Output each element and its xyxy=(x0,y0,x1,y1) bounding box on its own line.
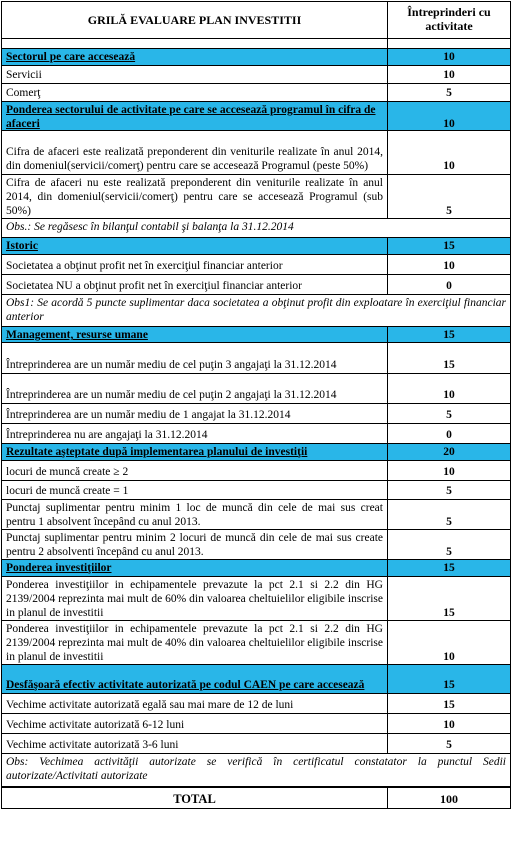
section-title: Rezultate aşteptate după implementarea planului de investiţii xyxy=(6,446,308,458)
criterion-score: 5 xyxy=(446,546,452,559)
table-row xyxy=(2,130,510,174)
table-row xyxy=(2,373,510,403)
section-header-results xyxy=(2,443,510,460)
section-header-management xyxy=(2,326,510,342)
table-row xyxy=(2,713,510,733)
column-title: Întreprinderi cu activitate xyxy=(407,5,491,33)
criterion-label: Vechime activitate autorizată 3-6 luni xyxy=(2,734,388,753)
criterion-score: 10 xyxy=(443,388,455,401)
criterion-score: 15 xyxy=(443,358,455,371)
grid-title: GRILĂ EVALUARE PLAN INVESTITII xyxy=(2,2,388,38)
criterion-label: Societatea a obţinut profit net în exerciţiul financiar anterior xyxy=(2,255,388,274)
criterion-label: Societatea NU a obţinut profit net în exerciţiul financiar anterior xyxy=(2,275,388,294)
criterion-score: 10 xyxy=(443,259,455,272)
section-score: 15 xyxy=(443,678,455,691)
section-header-caen xyxy=(2,664,510,693)
observation-note: Obs1: Se acordă 5 puncte suplimentar daca societatea a obţinut profit din exploatare în exerciţiul financiar anterior xyxy=(2,294,510,326)
table-row xyxy=(2,254,510,274)
criterion-label: Vechime activitate autorizată egală sau mai mare de 12 de luni xyxy=(2,694,388,713)
criterion-score: 15 xyxy=(443,698,455,711)
section-header-history xyxy=(2,237,510,254)
table-row xyxy=(2,620,510,664)
criterion-label: locuri de muncă create = 1 xyxy=(2,481,388,499)
criterion-label: Vechime activitate autorizată 6-12 luni xyxy=(2,714,388,733)
criterion-score: 5 xyxy=(446,516,452,529)
criterion-score: 10 xyxy=(443,651,455,664)
criterion-score: 5 xyxy=(446,205,452,218)
criterion-label: Întreprinderea are un număr mediu de cel puţin 2 angajaţi la 31.12.2014 xyxy=(2,374,388,403)
observation-note xyxy=(2,753,510,786)
table-row xyxy=(2,529,510,559)
section-score: 10 xyxy=(443,118,455,131)
table-header-row xyxy=(2,2,510,38)
observation-note-text: Obs: Vechimea activităţii autorizate se verifică în certificatul constatator la punctul Sedii autorizate/Activitati autorizate xyxy=(6,756,506,783)
criterion-label: Punctaj suplimentar pentru minim 1 loc de muncă din cele de mai sus creat pentru 1 absolvent începând cu anul 2013. xyxy=(2,500,388,530)
table-row xyxy=(2,460,510,480)
criterion-score: 10 xyxy=(443,718,455,731)
section-score: 15 xyxy=(443,240,455,252)
table-row xyxy=(2,733,510,753)
criterion-score: 0 xyxy=(446,428,452,441)
section-title: Istoric xyxy=(6,240,38,252)
criterion-label: Întreprinderea are un număr mediu de cel puţin 3 angajaţi la 31.12.2014 xyxy=(2,343,388,373)
table-row xyxy=(2,274,510,294)
criterion-label: Servicii xyxy=(2,66,388,83)
table-row xyxy=(2,576,510,620)
criterion-label: Ponderea investiţiilor in echipamentele prevazute la pct 2.1 si 2.2 din HG 2139/2004 reprezinta mai mult de 40% din valoarea cheltuielilor eligibile inscrise in planul de investitii xyxy=(2,621,388,665)
section-title: Sectorul pe care accesează xyxy=(6,51,136,63)
table-row xyxy=(2,480,510,499)
criterion-score: 10 xyxy=(443,465,455,478)
table-row xyxy=(2,174,510,218)
section-score: 15 xyxy=(443,329,455,341)
criterion-score: 10 xyxy=(443,68,455,81)
criterion-label: Întreprinderea nu are angajaţi la 31.12.2014 xyxy=(2,424,388,443)
table-row xyxy=(2,65,510,83)
section-score: 15 xyxy=(443,562,455,574)
criterion-label: Ponderea investiţiilor in echipamentele prevazute la pct 2.1 si 2.2 din HG 2139/2004 reprezinta mai mult de 60% din valoarea cheltuielilor eligibile inscrise in planul de investitii xyxy=(2,577,388,621)
criterion-label: Cifra de afaceri este realizată preponderent din veniturile realizate în anul 2014, din domeniul(servicii/comerţ) pentru care se accesează Programul (peste 50%) xyxy=(2,131,388,174)
criterion-label: Cifra de afaceri nu este realizată preponderent din veniturile realizate în anul 2014, din domeniul(servicii/comerţ) pentru care se accesează Programul (sub 50%) xyxy=(2,175,388,219)
criterion-score: 15 xyxy=(443,607,455,620)
table-row xyxy=(2,342,510,373)
total-score: 100 xyxy=(440,792,458,807)
table-row xyxy=(2,403,510,423)
criterion-label: Comerţ xyxy=(2,84,388,101)
criterion-score: 10 xyxy=(443,159,455,172)
criterion-score: 5 xyxy=(446,408,452,421)
criterion-score: 5 xyxy=(446,86,452,99)
section-title: Management, resurse umane xyxy=(6,329,148,341)
total-label: TOTAL xyxy=(2,788,388,808)
criterion-label: Punctaj suplimentar pentru minim 2 locuri de muncă din cele de mai sus create pentru 2 absolventi începând cu anul 2013. xyxy=(2,530,388,560)
section-header-sector-weight xyxy=(2,101,510,130)
table-row xyxy=(2,423,510,443)
section-title: Ponderea sectorului de activitate pe care se accesează programul în cifra de afaceri xyxy=(6,104,376,131)
criterion-score: 0 xyxy=(446,279,452,292)
spacer-row xyxy=(2,38,510,48)
table-row xyxy=(2,499,510,529)
table-row xyxy=(2,693,510,713)
observation-note: Obs.: Se regăsesc în bilanţul contabil şi balanţa la 31.12.2014 xyxy=(2,218,510,237)
section-header-sector xyxy=(2,48,510,65)
section-title: Ponderea investiţiilor xyxy=(6,562,112,574)
criterion-label: Întreprinderea are un număr mediu de 1 angajat la 31.12.2014 xyxy=(2,404,388,423)
table-row xyxy=(2,83,510,101)
total-row xyxy=(2,786,510,808)
evaluation-grid-table xyxy=(1,1,511,809)
section-header-investment-weight xyxy=(2,559,510,576)
criterion-score: 5 xyxy=(446,738,452,751)
criterion-label: locuri de muncă create ≥ 2 xyxy=(2,461,388,480)
section-title: Desfăşoară efectiv activitate autorizată pe codul CAEN pe care accesează xyxy=(6,678,365,691)
section-score: 20 xyxy=(443,446,455,458)
section-score: 10 xyxy=(443,51,455,63)
criterion-score: 5 xyxy=(446,484,452,497)
